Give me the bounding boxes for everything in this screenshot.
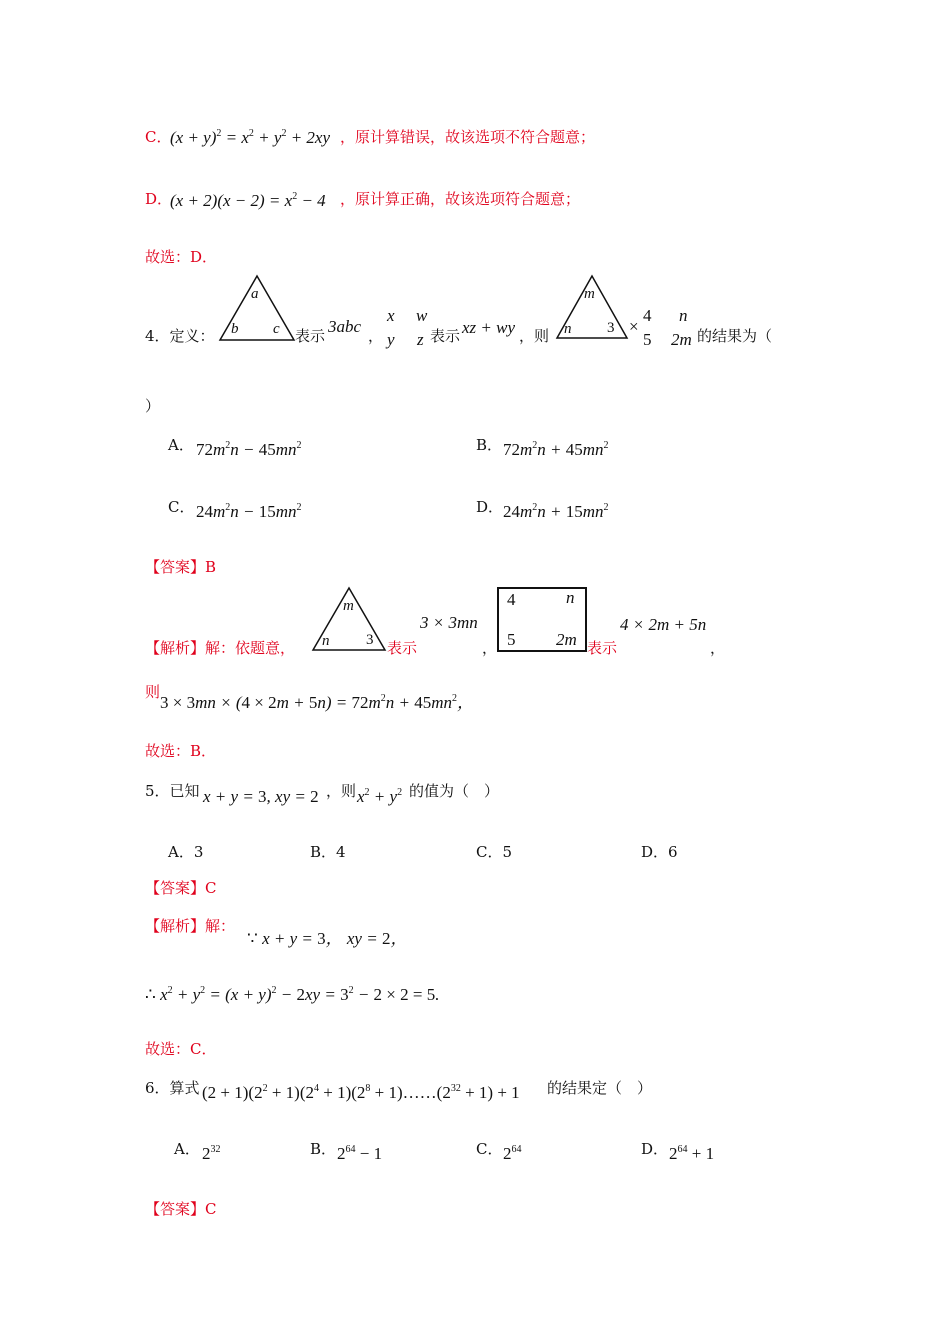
q5-then: ，则 <box>326 782 357 800</box>
analysis-comma: ， <box>482 639 498 657</box>
represents2: 表示 <box>430 327 461 345</box>
analysis-box-bl: 5 <box>507 630 516 649</box>
q3c-comment: ，原计算错误，故该选项不符合题意； <box>340 128 596 146</box>
represents1: 表示 <box>295 327 326 345</box>
q3c-label: C． <box>145 128 172 146</box>
analysis-tri-top: m <box>343 598 354 614</box>
q6-option-c-label: C． <box>476 1140 503 1158</box>
q5-because: ∵ x + y = 3， xy = 2， <box>247 929 408 948</box>
analysis-tri-right: 3 <box>366 632 374 648</box>
q6-option-a-value: $2^{32}$ <box>202 1144 221 1163</box>
then-label: ，则 <box>519 327 550 345</box>
q4-option-b-label: B． <box>476 436 503 454</box>
q4-option-c-label: C． <box>168 498 195 516</box>
q4-answer: 【答案】B <box>145 558 217 576</box>
analysis-represents2: 表示 <box>587 639 618 657</box>
q3c-formula: $(x + y)^2 = x^2 + y^2 + 2xy$ <box>170 128 331 147</box>
q5-option-c: C．5 <box>476 843 513 861</box>
q6-formula: $(2 + 1)(2^2 + 1)(2^4 + 1)(2^8$ + $1)\dots\dots(2^{32} + 1) + 1$ <box>202 1083 520 1102</box>
q5-suffix: 的值为（ ） <box>409 782 500 800</box>
q4-option-a-value: $72m^2n - 45mn^2$ <box>196 440 302 459</box>
q5-option-b: B．4 <box>310 843 346 861</box>
q5-option-d: D．6 <box>641 843 678 861</box>
analysis-represents: 表示 <box>387 639 418 657</box>
q3-final: 故选：D． <box>145 248 218 266</box>
analysis-box-br: 2m <box>556 630 577 649</box>
q4-analysis-prefix: 【解析】解：依题意， <box>145 639 296 657</box>
q5-analysis-prefix: 【解析】解： <box>145 917 236 935</box>
q5-final: 故选：C． <box>145 1040 217 1058</box>
q6-suffix: 的结果定（ ） <box>547 1079 653 1097</box>
q6-answer: 【答案】C <box>145 1200 217 1218</box>
tri2-right: 3 <box>607 320 615 336</box>
analysis-box-tl: 4 <box>507 590 516 609</box>
q4-close-paren: ） <box>145 397 161 415</box>
q4-final: 故选：B． <box>145 742 217 760</box>
grid-tl: x <box>387 306 395 325</box>
q4-option-d-value: $24m^2n + 15mn^2$ <box>503 502 609 521</box>
q5-answer: 【答案】C <box>145 879 217 897</box>
q4-option-c-value: $24m^2n - 15mn^2$ <box>196 502 302 521</box>
then-label-analysis: 则 <box>145 683 161 701</box>
q6-option-b-label: B． <box>310 1140 337 1158</box>
q5-number: 5．已知 <box>145 782 200 800</box>
grid2-tl: 4 <box>643 306 652 325</box>
analysis-tri-left: n <box>322 633 330 649</box>
q5-target: $x^2 + y^2$ <box>357 787 403 806</box>
q6-number: 6．算式 <box>145 1079 200 1097</box>
q3d-formula: $(x + 2)(x - 2) = x^2 - 4$ <box>170 191 326 210</box>
tri2-top: m <box>584 286 595 302</box>
q4-option-a-label: A． <box>168 436 194 454</box>
analysis-comma2: ， <box>710 639 726 657</box>
times-sign: × <box>629 317 639 336</box>
analysis-box-tr: n <box>566 588 575 607</box>
q6-option-d-value: $2^{64} + 1$ <box>669 1144 715 1163</box>
q4-suffix: 的结果为（ <box>697 327 773 345</box>
expr2: xz + wy <box>462 318 516 337</box>
then-formula: $3 \times 3mn \times (4 \times 2m + 5n) = 72m^2n + 45mn^2$， <box>160 693 475 712</box>
tri1-left: b <box>231 321 239 337</box>
q3d-label: D． <box>145 190 173 208</box>
tri1-right: c <box>273 321 280 337</box>
analysis-expr2: 4 × 2m + 5n <box>620 615 707 634</box>
expr1: 3abc <box>328 317 362 336</box>
q6-option-a-label: A． <box>174 1140 200 1158</box>
q4-number: 4．定义： <box>145 327 215 345</box>
grid2-br: 2m <box>671 330 692 349</box>
q6-option-b-value: $2^{64} - 1$ <box>337 1144 383 1163</box>
grid-tr: w <box>416 306 428 325</box>
definition-triangle-abc <box>218 274 296 342</box>
grid-br: z <box>417 330 424 349</box>
q5-option-a: A．3 <box>168 843 204 861</box>
q6-option-d-label: D． <box>641 1140 669 1158</box>
q3d-comment: ，原计算正确，故该选项符合题意； <box>340 190 581 208</box>
q6-option-c-value: $2^{64}$ <box>503 1144 522 1163</box>
q4-option-b-value: $72m^2n + 45mn^2$ <box>503 440 609 459</box>
tri2-left: n <box>564 321 572 337</box>
grid2-tr: n <box>679 306 688 325</box>
analysis-expr1: 3 × 3mn <box>420 613 478 632</box>
tri1-top: a <box>251 286 259 302</box>
q5-given: x + y = 3, xy = 2 <box>203 787 319 806</box>
comma1: ， <box>368 327 384 345</box>
q4-option-d-label: D． <box>476 498 504 516</box>
grid2-bl: 5 <box>643 330 652 349</box>
grid-bl: y <box>387 330 395 349</box>
q5-therefore: ∴ $x^2 + y^2 = (x + y)^2 - 2xy = 3^2 - 2 \times 2 = 5$. <box>145 985 440 1004</box>
